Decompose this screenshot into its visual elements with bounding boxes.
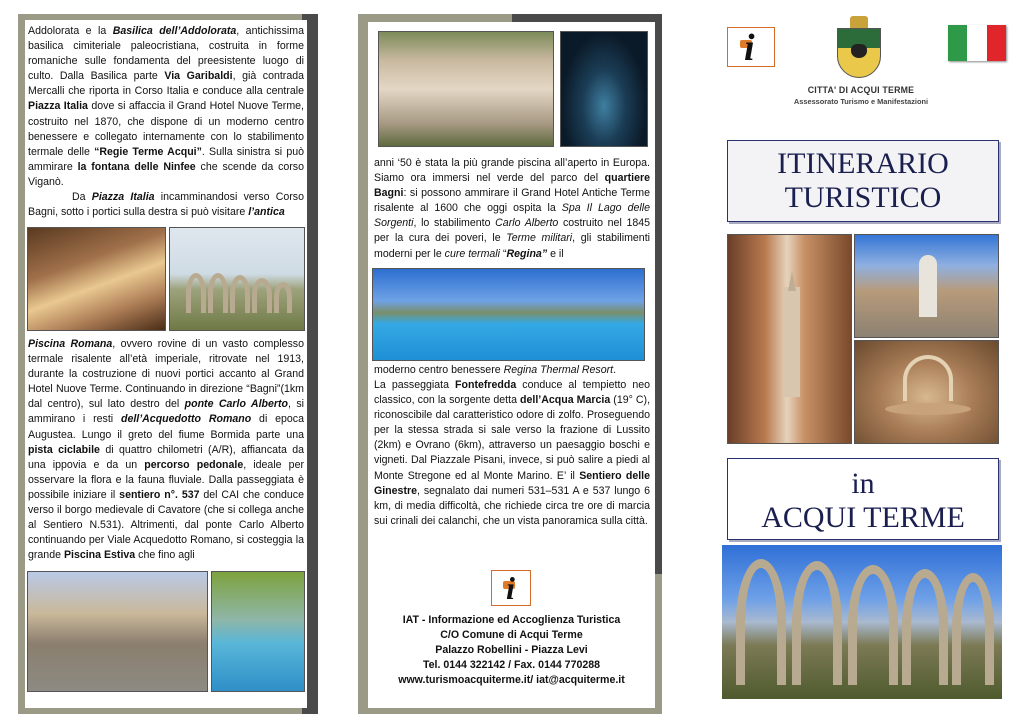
text-run: La passeggiata <box>374 379 456 391</box>
text-run: Via Garibaldi <box>164 70 233 83</box>
aqueduct-photo-large <box>722 545 1002 699</box>
text-run: Sentiero delle Ginestre <box>374 469 650 497</box>
info-i-icon: i <box>506 570 515 606</box>
contact-web-email: www.turismoacquiterme.it/ iat@acquiterme.it <box>398 674 625 686</box>
text-run: , segnalato dai numeri 531–531 A e 537 lungo 6 km, di media difficoltà, che richiede circa tre ore di marcia sui crinali dei calanchi, che un vista panoramica sulla città. <box>374 484 650 527</box>
text-run: ponte Carlo Alberto <box>184 398 289 411</box>
contact-line: IAT - Informazione ed Accoglienza Turistica <box>402 614 621 626</box>
panel-2 <box>368 22 655 708</box>
iat-info-logo-cover <box>727 27 775 67</box>
text-run: Basilica dell’Addolorata <box>112 25 237 37</box>
roman-pool-ruins-photo <box>27 227 166 331</box>
text-run: che fino agli <box>135 549 195 562</box>
text-run: Fontefredda <box>455 379 517 391</box>
text-run: percorso pedonale <box>144 458 244 471</box>
text-run: di epoca Augustea. Lungo il greto del fiume Bormida parte una <box>28 413 304 441</box>
text-run: Carlo Alberto <box>495 217 559 230</box>
text-run: di quattro chilometri (A/R), affiancata da una ippovia e da un <box>28 443 305 471</box>
iat-info-logo <box>491 570 531 606</box>
text-run: Spa Il Lago delle Sorgenti <box>374 202 650 230</box>
text-run: , ovvero rovine di un vasto complesso termale risalente all’età imperiale, ritrovate nel 1913, durante la costruzione di nuovi portici accanto al Grand Hotel Nuove Terme. Continuando in direzione “Bagni”(1km dal centro), sul lato destro del <box>28 338 304 411</box>
text-run: , già contrada Mercalli che riporta in Corso Italia e conduce alla centrale <box>28 70 304 98</box>
text-run: incamminandosi verso Corso Bagni, sotto i portici sulla destra si può visitare <box>28 191 304 219</box>
text-run: moderno centro benessere <box>374 364 504 376</box>
text-run: , si ammirano i resti <box>28 398 305 426</box>
text-run: , ideale per osservare la flora e la fauna fluviale. Dalla passeggiata è possibile iniziare il <box>28 458 304 501</box>
city-name: CITTA' DI ACQUI TERME <box>807 85 915 95</box>
text-run: Piscina Estiva <box>63 549 136 562</box>
text-run: “ <box>500 247 507 260</box>
text-run: : si possono ammirare il Grand Hotel Antiche Terme risalente al 1600 che oggi ospita la <box>374 187 650 215</box>
department-name: Assessorato Turismo e Manifestazioni <box>793 97 929 105</box>
text-run: Regina Thermal Resort <box>503 364 614 376</box>
text-run: Piscina Romana <box>28 338 113 350</box>
info-i-icon: i <box>744 27 755 69</box>
text-run: Terme militari <box>506 232 573 245</box>
subtitle-box <box>727 458 999 540</box>
contact-line: C/O Comune di Acqui Terme <box>440 629 583 641</box>
text-run: “Regie Terme Acqui” <box>94 145 202 158</box>
panel2-paragraph-3 <box>374 378 650 529</box>
alley-photo <box>727 234 852 444</box>
italy-flag <box>948 25 1006 61</box>
iat-contact-block <box>368 613 655 688</box>
contact-line: Palazzo Robellini - Piazza Levi <box>435 644 588 656</box>
panel1-paragraph-2 <box>28 190 304 220</box>
text-run: del CAI che conduce verso il borgo medievale di Cavatore (che si collega anche al Sentiero N.531). Altrimenti, dal ponte Carlo Alberto continuando per Viale Acquedotto Romano, si costeggia la grande <box>28 488 304 562</box>
panel1-paragraph-3 <box>28 337 304 563</box>
fountain-closeup-photo <box>854 340 999 444</box>
text-run: Addolorata e la <box>28 25 113 37</box>
subtitle-in: in <box>851 467 875 500</box>
text-run: cure termali <box>444 247 501 260</box>
temple-photo <box>378 31 554 147</box>
contact-phone: Tel. 0144 322142 / Fax. 0144 770288 <box>422 659 601 671</box>
panel2-paragraph-2 <box>374 363 650 378</box>
thermal-pool-night-photo <box>560 31 648 147</box>
text-run: . <box>613 364 617 376</box>
outdoor-pool-photo <box>372 268 645 361</box>
text-run: , antichissima basilica cimiteriale paleocristiana, costruita in forme romaniche sulle fondamenta del preesistente luogo di culto. Dalla Basilica parte <box>28 25 304 83</box>
panel1-paragraph-1 <box>28 24 304 190</box>
text-run: conduce al tempietto neo classico, con la sorgente detta <box>374 379 650 407</box>
text-run: sentiero n°. 537 <box>119 488 200 501</box>
text-run: Piazza Italia <box>28 100 88 113</box>
text-run: . Sulla sinistra si può ammirare <box>28 145 304 173</box>
text-run: dell’Acqua Marcia <box>520 394 611 407</box>
piazza-fountain-photo <box>854 234 999 338</box>
text-run: che scende da corso Viganò. <box>28 160 304 188</box>
text-run: e il <box>547 247 564 260</box>
panel-1 <box>25 20 307 708</box>
subtitle-city: ACQUI TERME <box>761 501 965 534</box>
text-run: (19° C), riconoscibile dal caratteristico odore di zolfo. Proseguendo per la stessa strada si sale verso la frazione di Lussito (2km) e Ovrano (6km), attraverso un paesaggio boschi e vigneti. Dal Piazzale Pisani, invece, si può salire a piedi al Monte Stregone ed al Monte Marino. E’ il <box>374 394 651 482</box>
panel2-paragraph-1 <box>374 156 650 262</box>
text-run: Regina” <box>506 247 548 260</box>
text-run: quartiere Bagni <box>374 172 650 200</box>
title-box <box>727 140 999 222</box>
text-run: dell’Acquedotto Romano <box>120 413 252 426</box>
text-run: la fontana delle Ninfee <box>77 160 196 173</box>
text-run: l’antica <box>248 206 285 219</box>
text-run: dove si affaccia il Grand Hotel Nuove Terme, costruito nel 1870, che dispone di un moderno centro benessere e collegato internamente con lo stabilimento termale delle <box>28 100 304 158</box>
title-line-1: ITINERARIO <box>777 147 949 180</box>
text-run: pista ciclabile <box>28 443 100 456</box>
title-line-2: TURISTICO <box>784 181 942 214</box>
text-run: , gli stabilimenti moderni per le <box>374 232 650 260</box>
bubbling-fountain-photo <box>211 571 305 692</box>
text-run: Piazza Italia <box>91 191 155 203</box>
text-run: , lo stabilimento <box>413 217 496 230</box>
acqui-coat-of-arms <box>834 16 884 80</box>
text-run: Da <box>72 191 92 203</box>
piazza-italia-photo <box>27 571 208 692</box>
text-run: anni ‘50 è stata la più grande piscina all’aperto in Europa. Siamo ora immersi nel verde del parco del <box>374 157 650 185</box>
aqueduct-photo-small <box>169 227 305 331</box>
text-run: costruito nel 1845 per la cura dei poveri, le <box>374 217 651 245</box>
